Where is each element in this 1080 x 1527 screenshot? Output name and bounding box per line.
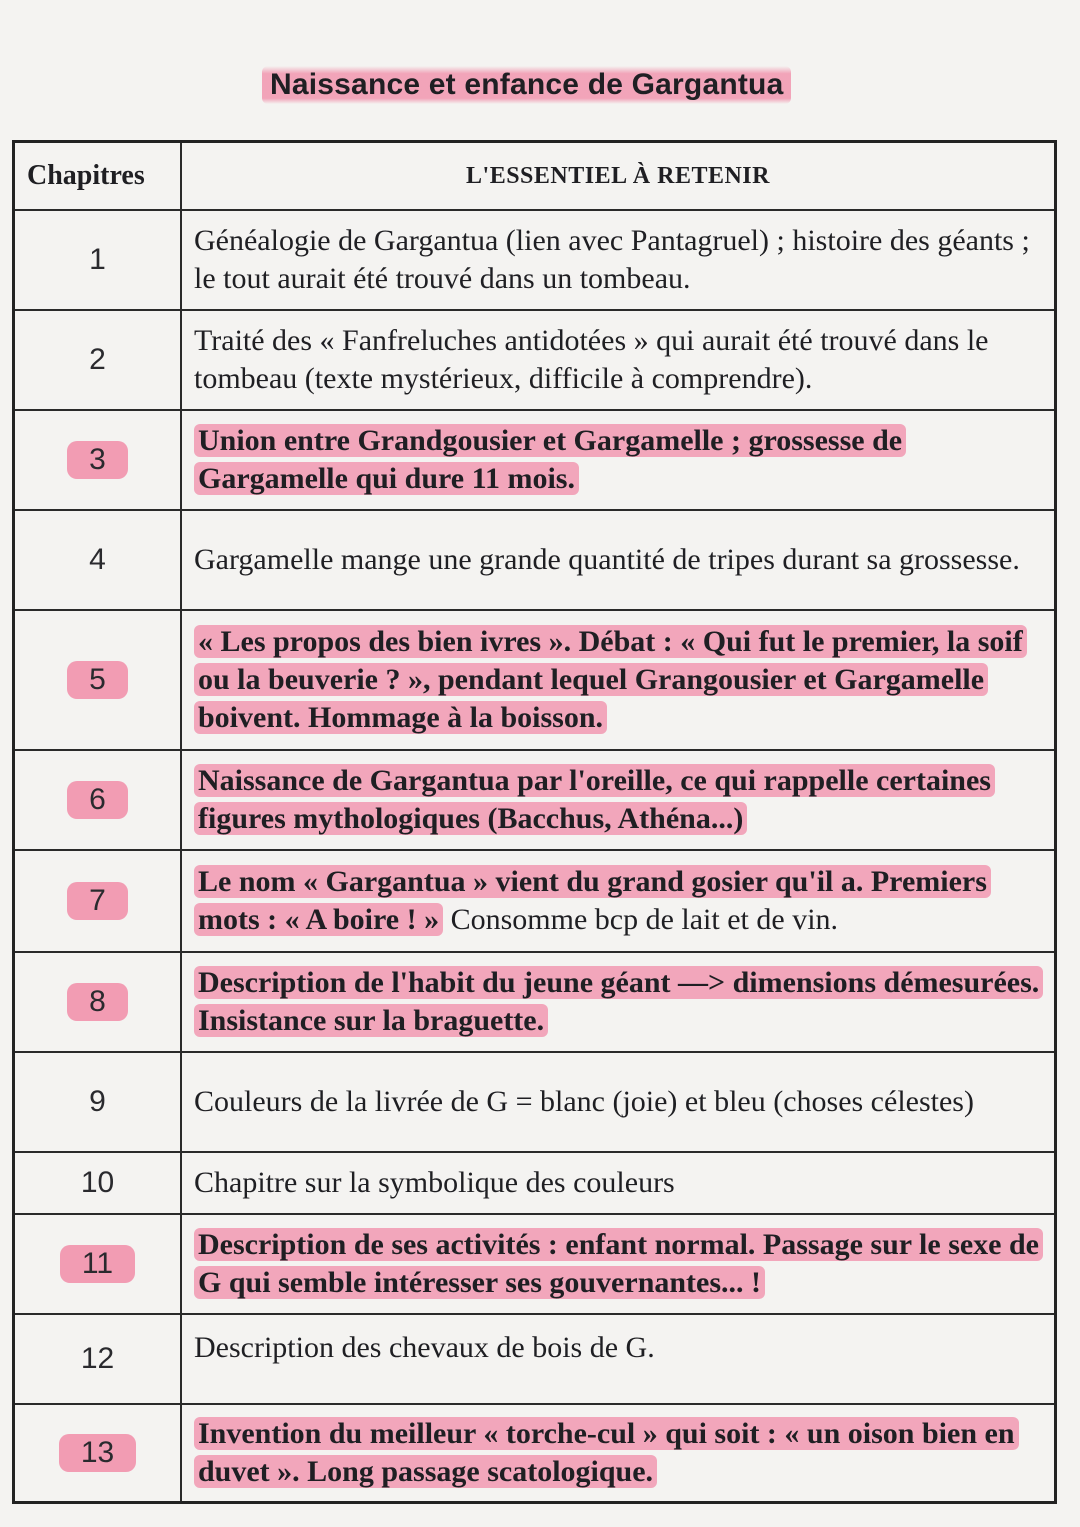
table-row bbox=[14, 1152, 1056, 1214]
highlighted-text: Description de l'habit du jeune géant —> dimensions démesurées. Insistance sur la braguette. bbox=[194, 966, 1043, 1037]
chapter-number: 12 bbox=[14, 1314, 182, 1404]
table-row bbox=[14, 850, 1056, 952]
chapter-summary bbox=[181, 1404, 1056, 1502]
chapter-number bbox=[14, 610, 182, 750]
highlighted-text: Description de ses activités : enfant normal. Passage sur le sexe de G qui semble intéresser ses gouvernantes... ! bbox=[194, 1228, 1043, 1299]
highlight-mark: 7 bbox=[67, 882, 128, 920]
table-row bbox=[14, 610, 1056, 750]
table-row bbox=[14, 1214, 1056, 1314]
chapter-number: 10 bbox=[14, 1152, 182, 1214]
chapter-number: 1 bbox=[14, 210, 182, 310]
chapter-number bbox=[14, 410, 182, 510]
chapters-table bbox=[12, 140, 1057, 1504]
chapters-header: Chapitres bbox=[14, 142, 182, 211]
highlighted-text: Le nom « Gargantua » vient du grand gosier qu'il a. Premiers mots : « A boire ! » bbox=[194, 865, 991, 936]
chapter-summary: Généalogie de Gargantua (lien avec Pantagruel) ; histoire des géants ; le tout aurait été trouvé dans un tombeau. bbox=[181, 210, 1056, 310]
table-row bbox=[14, 1314, 1056, 1404]
highlight-mark: 11 bbox=[60, 1245, 135, 1283]
chapter-summary bbox=[181, 850, 1056, 952]
table-row bbox=[14, 1404, 1056, 1502]
table-row bbox=[14, 310, 1056, 410]
chapter-summary bbox=[181, 1214, 1056, 1314]
chapter-summary: Traité des « Fanfreluches antidotées » qui aurait été trouvé dans le tombeau (texte mystérieux, difficile à comprendre). bbox=[181, 310, 1056, 410]
table-row bbox=[14, 952, 1056, 1052]
table-row bbox=[14, 210, 1056, 310]
chapter-number: 9 bbox=[14, 1052, 182, 1152]
table-row bbox=[14, 410, 1056, 510]
highlighted-text: Naissance de Gargantua par l'oreille, ce qui rappelle certaines figures mythologiques (Bacchus, Athéna...) bbox=[194, 764, 995, 835]
highlighted-text: « Les propos des bien ivres ». Débat : « Qui fut le premier, la soif ou la beuverie ? », pendant lequel Grangousier et Gargamelle boivent. Hommage à la boisson. bbox=[194, 625, 1027, 734]
highlighted-text: Union entre Grandgousier et Gargamelle ; grossesse de Gargamelle qui dure 11 mois. bbox=[194, 424, 906, 495]
chapter-summary: Description des chevaux de bois de G. bbox=[181, 1314, 1056, 1404]
essentials-header: L'ESSENTIEL À RETENIR bbox=[181, 142, 1056, 211]
chapter-summary bbox=[181, 610, 1056, 750]
chapter-number: 2 bbox=[14, 310, 182, 410]
chapter-number bbox=[14, 1404, 182, 1502]
chapter-number: 4 bbox=[14, 510, 182, 610]
highlight-mark: 8 bbox=[67, 983, 128, 1021]
table-row bbox=[14, 510, 1056, 610]
chapter-summary: Chapitre sur la symbolique des couleurs bbox=[181, 1152, 1056, 1214]
highlight-mark: 5 bbox=[67, 661, 128, 699]
chapter-number bbox=[14, 952, 182, 1052]
table-header-row bbox=[14, 142, 1056, 211]
chapter-summary: Gargamelle mange une grande quantité de tripes durant sa grossesse. bbox=[181, 510, 1056, 610]
chapter-summary: Couleurs de la livrée de G = blanc (joie) et bleu (choses célestes) bbox=[181, 1052, 1056, 1152]
table-row bbox=[14, 750, 1056, 850]
highlight-mark: 6 bbox=[67, 781, 128, 819]
highlight-mark: 3 bbox=[67, 441, 128, 479]
highlight-mark: 13 bbox=[59, 1434, 136, 1472]
chapter-number bbox=[14, 1214, 182, 1314]
chapter-number bbox=[14, 850, 182, 952]
highlighted-text: Invention du meilleur « torche-cul » qui soit : « un oison bien en duvet ». Long passage scatologique. bbox=[194, 1417, 1019, 1488]
chapter-summary bbox=[181, 952, 1056, 1052]
table-row bbox=[14, 1052, 1056, 1152]
plain-text: Consomme bcp de lait et de vin. bbox=[443, 903, 839, 936]
page-title: Naissance et enfance de Gargantua bbox=[262, 66, 791, 104]
chapter-number bbox=[14, 750, 182, 850]
chapter-summary bbox=[181, 750, 1056, 850]
chapter-summary bbox=[181, 410, 1056, 510]
